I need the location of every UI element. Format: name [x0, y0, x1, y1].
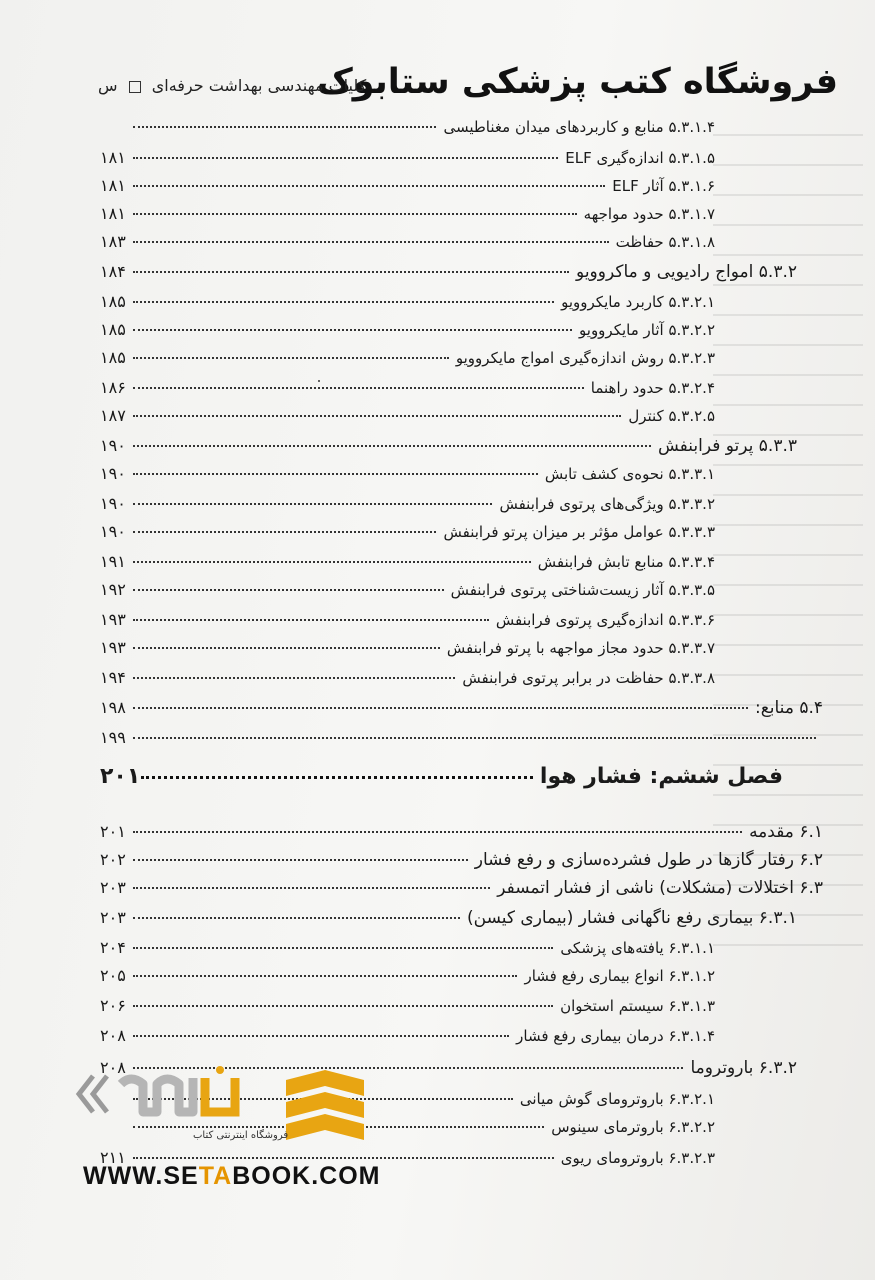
toc-page-number: ۱۸۵ — [100, 348, 126, 367]
toc-entry-label: ۵.۳.۲.۱ کاربرد مایکروویو — [561, 293, 715, 311]
toc-entry-label: ۶.۱ مقدمه — [749, 822, 823, 842]
toc-entry-label: ۵.۳.۱.۷ حدود مواجهه — [583, 205, 715, 223]
toc-entry-label: ۶.۳.۱.۳ سیستم استخوان — [560, 997, 715, 1015]
watermark — [75, 1050, 381, 1200]
dot-leader — [133, 357, 449, 359]
dot-leader — [133, 707, 748, 709]
toc-entry — [100, 996, 715, 1015]
toc-entry-label: ۶.۳ اختلالات (مشکلات) ناشی از فشار اتمسفر — [497, 878, 823, 898]
toc-entry-label: ۵.۳.۱.۵ اندازه‌گیری ELF — [565, 149, 715, 167]
dot-leader — [133, 503, 492, 505]
book-stack-icon — [280, 1070, 370, 1150]
toc-entry-label: ۵.۳.۳.۴ منابع تابش فرابنفش — [537, 553, 715, 571]
toc-entry — [100, 378, 715, 397]
toc-entry — [100, 262, 797, 282]
toc-entry-label: ۶.۳.۲.۱ باروترومای گوش میانی — [519, 1090, 715, 1108]
dot-leader — [133, 917, 460, 919]
toc-entry — [100, 878, 823, 898]
toc-page-number: ۱۹۳ — [100, 610, 126, 629]
dot-leader — [133, 619, 489, 621]
toc-entry — [100, 1026, 715, 1045]
toc-entry-label: ۵.۳.۲ امواج رادیویی و ماکروویو — [576, 262, 797, 282]
url-part-1: WWW.SE — [83, 1162, 199, 1190]
toc-entry-label: ۵.۳.۲.۲ آثار مایکروویو — [579, 321, 715, 339]
toc-entry — [100, 850, 823, 870]
toc-entry-label: ۶.۳.۲.۳ باروترومای ریوی — [560, 1149, 715, 1167]
dot-leader — [133, 329, 572, 331]
toc-entry-label: ۵.۳.۳.۶ اندازه‌گیری پرتوی فرابنفش — [495, 611, 715, 629]
toc-entry-label: ۵.۳.۱.۶ آثار ELF — [612, 177, 715, 195]
toc-page-number: ۱۸۷ — [100, 406, 126, 425]
toc-entry — [100, 522, 715, 541]
toc-page-number: ۱۹۰ — [100, 522, 126, 541]
dot-leader — [133, 241, 609, 243]
toc-entry — [100, 148, 715, 167]
toc-page-number: ۱۹۰ — [100, 494, 126, 513]
toc-entry-label: ۵.۳.۱.۴ منابع و کاربردهای میدان مغناطیسی — [443, 118, 715, 136]
toc-page-number: ۲۰۸ — [100, 1058, 126, 1077]
dot-leader — [133, 473, 538, 475]
toc-page-number: ۱۸۱ — [100, 176, 126, 195]
toc-entry-label: ۶.۳.۲ باروتروما — [690, 1058, 797, 1078]
toc-page-number: ۱۹۰ — [100, 436, 126, 455]
setabook-logo-icon — [75, 1062, 255, 1132]
dot-leader — [133, 1035, 509, 1037]
toc-entry-label: ۶.۳.۱.۴ درمان بیماری رفع فشار — [516, 1027, 715, 1045]
toc-page-number: ۱۸۴ — [100, 262, 126, 281]
toc-page-number: ۲۰۶ — [100, 996, 126, 1015]
toc-entry-label: ۶.۳.۱.۱ یافته‌های پزشکی — [560, 939, 715, 957]
toc-entry — [100, 938, 715, 957]
toc-page-number: ۲۰۳ — [100, 908, 126, 927]
toc-page-number: ۱۸۵ — [100, 320, 126, 339]
dot-leader — [133, 589, 444, 591]
toc-entry — [100, 966, 715, 985]
running-head-title: کلیات مهندسی بهداشت حرفه‌ای — [151, 76, 367, 95]
toc-entry — [100, 822, 823, 842]
toc-entry — [100, 292, 715, 311]
toc-page-number: ۱۸۳ — [100, 232, 126, 251]
toc-page-number: ۱۸۱ — [100, 148, 126, 167]
toc-page-number: ۲۰۴ — [100, 938, 126, 957]
toc-page-number: ۲۱۱ — [100, 1148, 126, 1167]
dot-leader — [133, 975, 517, 977]
toc-entry — [100, 176, 715, 195]
toc-entry-label: ۵.۳.۳.۸ حفاظت در برابر پرتوی فرابنفش — [462, 669, 715, 687]
toc-page-number: ۱۹۳ — [100, 638, 126, 657]
dot-leader — [133, 271, 569, 273]
toc-entry-label: ۵.۳.۳.۷ حدود مجاز مواجهه با پرتو فرابنفش — [446, 639, 715, 657]
toc-page-number: ۲۰۱ — [100, 764, 141, 789]
toc-entry-label: ۵.۳.۳.۵ آثار زیست‌شناختی پرتوی فرابنفش — [450, 581, 715, 599]
dot-leader — [133, 947, 553, 949]
toc-entry — [100, 118, 715, 136]
toc-entry-label: ۶.۳.۲.۲ باروترمای سینوس — [551, 1118, 715, 1136]
dot-leader — [133, 737, 816, 739]
url-part-2: BOOK.COM — [232, 1162, 381, 1190]
watermark-subtitle: فروشگاه اینترنتی کتاب — [193, 1130, 289, 1141]
dot-leader — [133, 415, 621, 417]
dot-leader — [141, 776, 533, 779]
toc-page-number: ۲۰۳ — [100, 878, 126, 897]
toc-entry — [100, 638, 715, 657]
toc-page-number: ۱۸۵ — [100, 292, 126, 311]
toc-entry-label: ۵.۳.۱.۸ حفاظت — [615, 233, 715, 251]
toc-entry-label: ۵.۳.۳.۱ نحوه‌ی کشف تابش — [544, 465, 715, 483]
dot-leader — [133, 126, 436, 128]
dot-leader — [133, 677, 455, 679]
toc-page-number: ۲۰۲ — [100, 850, 126, 869]
brand-title: فروشگاه کتب پزشکی ستابوک — [316, 62, 838, 102]
toc-page-number: ۱۹۸ — [100, 698, 126, 717]
dot-leader — [133, 561, 531, 563]
toc-entry — [100, 464, 715, 483]
dot-leader — [133, 185, 605, 187]
toc-page-number: ۲۰۱ — [100, 822, 126, 841]
toc-entry — [100, 232, 715, 251]
toc-page-number: ۱۹۰ — [100, 464, 126, 483]
toc-entry-label: ۵.۳.۳.۳ عوامل مؤثر بر میزان پرتو فرابنفش — [443, 523, 715, 541]
toc-page-number: ۱۸۱ — [100, 204, 126, 223]
toc-entry — [100, 436, 797, 456]
toc-page-number: ۱۸۶ — [100, 378, 126, 397]
toc-entry-label: ۶.۲ رفتار گازها در طول فشرده‌سازی و رفع فشار — [474, 850, 823, 870]
toc-page-number: ۱۹۲ — [100, 580, 126, 599]
toc-entry-label: ۵.۳.۳ پرتو فرابنفش — [658, 436, 797, 456]
dot-leader — [133, 301, 554, 303]
toc-entry — [100, 698, 823, 718]
toc-page-number: ۲۰۵ — [100, 966, 126, 985]
toc-entry — [100, 552, 715, 571]
toc-entry-label: فصل ششم: فشار هوا — [539, 764, 783, 789]
toc-entry-label: ۵.۳.۳.۲ ویژگی‌های پرتوی فرابنفش — [499, 495, 715, 513]
toc-entry — [100, 406, 715, 425]
dot-leader — [133, 859, 468, 861]
dot-leader — [133, 445, 651, 447]
dot-leader — [133, 157, 558, 159]
toc-entry-label: ۶.۳.۱.۲ انواع بیماری رفع فشار — [524, 967, 715, 985]
chapter-heading — [100, 764, 783, 789]
toc-page-number: ۲۰۸ — [100, 1026, 126, 1045]
toc-entry — [100, 204, 715, 223]
toc-entry — [100, 348, 715, 367]
toc-entry — [100, 610, 715, 629]
toc-entry-label: ۵.۳.۲.۵ کنترل — [628, 407, 715, 425]
toc-entry-label: ۶.۳.۱ بیماری رفع ناگهانی فشار (بیماری کیسن) — [467, 908, 797, 928]
toc-entry — [100, 580, 715, 599]
dot-leader — [133, 831, 742, 833]
dot-leader — [133, 213, 577, 215]
dot-leader — [133, 887, 490, 889]
toc-entry-label: ۵.۴ منابع: — [755, 698, 823, 718]
dot-leader — [133, 647, 440, 649]
watermark-url — [83, 1162, 380, 1191]
dot-leader — [133, 1005, 553, 1007]
toc-page-number: ۱۹۴ — [100, 668, 126, 687]
toc-entry — [100, 668, 715, 687]
toc-entry — [100, 908, 797, 928]
toc-entry — [100, 494, 715, 513]
toc-entry — [100, 320, 715, 339]
dot-leader — [133, 387, 584, 389]
toc-page-number: ۱۹۱ — [100, 552, 126, 571]
toc-page-number: ۱۹۹ — [100, 728, 126, 747]
toc-entry — [100, 728, 823, 747]
page-marker: س — [98, 76, 118, 95]
url-part-accent: TA — [198, 1162, 233, 1190]
toc-entry-label: ۵.۳.۲.۴ حدود راهنما — [590, 379, 715, 397]
dot-leader — [133, 531, 436, 533]
toc-entry-label: ۵.۳.۲.۳ روش اندازه‌گیری امواج مایکروویو — [455, 349, 715, 367]
